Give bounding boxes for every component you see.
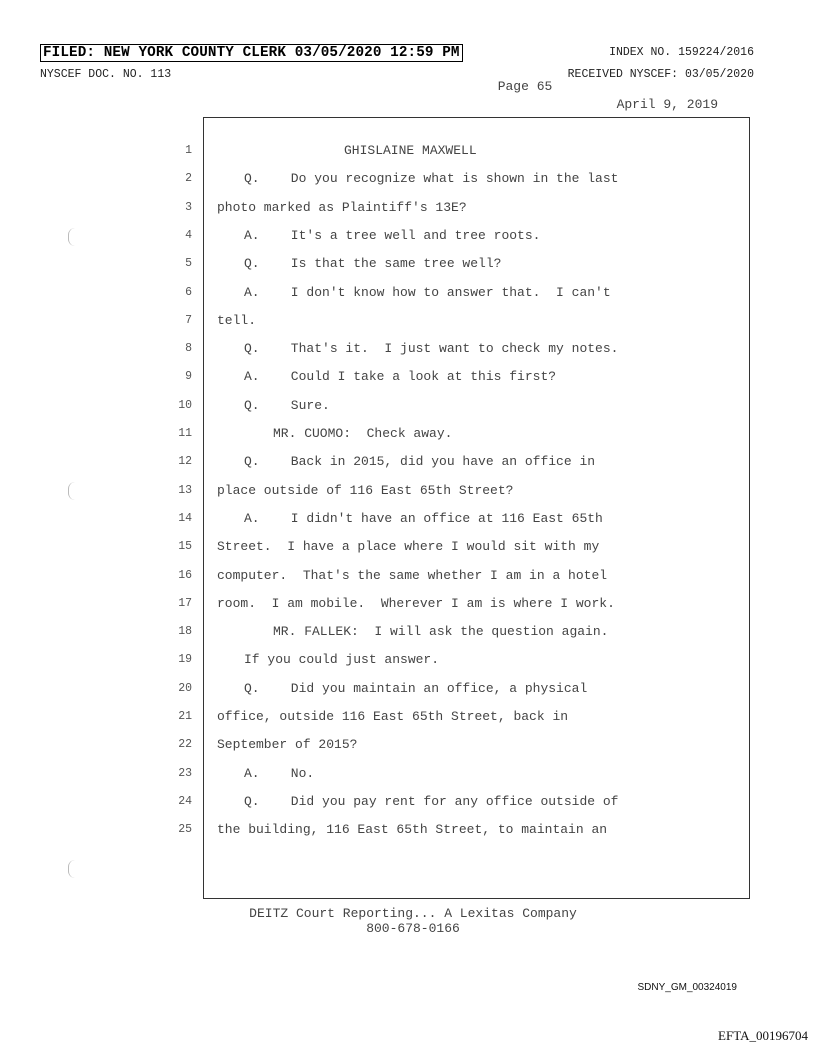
efta-number: EFTA_00196704 (718, 1028, 808, 1043)
index-number: INDEX NO. 159224/2016 (609, 46, 754, 59)
line-number: 15 (178, 540, 192, 554)
transcript-line: tell. (217, 312, 257, 328)
witness-name: GHISLAINE MAXWELL (344, 143, 477, 158)
transcript-line: the building, 116 East 65th Street, to maintain an (217, 822, 608, 838)
line-number: 25 (178, 823, 192, 837)
transcript-line: Q. Do you recognize what is shown in the last (244, 171, 619, 187)
line-number: 18 (178, 625, 192, 639)
line-number: 4 (185, 228, 192, 242)
bates-number: SDNY_GM_00324019 (637, 982, 737, 993)
transcript-line: Q. Back in 2015, did you have an office in (244, 454, 596, 470)
transcript-line: A. Could I take a look at this first? (244, 369, 557, 385)
line-number: 11 (178, 427, 192, 440)
transcript-line: office, outside 116 East 65th Street, back in (217, 709, 569, 724)
received-date: RECEIVED NYSCEF: 03/05/2020 (567, 68, 754, 81)
transcript-line: Q. Did you pay rent for any office outside of (244, 793, 619, 809)
transcript-line: A. No. (244, 765, 315, 781)
punch-mark (68, 228, 75, 246)
punch-mark (68, 482, 75, 500)
line-number: 23 (178, 766, 192, 780)
line-number: 7 (185, 313, 192, 327)
line-number: 12 (178, 455, 192, 469)
line-number: 14 (178, 511, 192, 525)
transcript-line: A. It's a tree well and tree roots. (244, 227, 541, 243)
transcript-line: A. I didn't have an office at 116 East 65th (244, 510, 603, 526)
transcript-line: MR. CUOMO: Check away. (273, 426, 453, 441)
line-number: 19 (178, 653, 192, 667)
transcript-line: Q. That's it. I just want to check my notes. (244, 341, 619, 357)
line-number: 16 (178, 568, 192, 582)
transcript-line: room. I am mobile. Wherever I am is where I work. (217, 595, 615, 611)
line-number: 10 (178, 398, 192, 412)
transcript-line: computer. That's the same whether I am in a hotel (217, 567, 608, 583)
line-number: 21 (178, 710, 192, 723)
punch-mark (68, 860, 75, 878)
footer (0, 906, 816, 936)
transcript-line: If you could just answer. (244, 652, 440, 668)
line-number: 17 (178, 596, 192, 610)
reporting-phone: 800-678-0166 (366, 921, 460, 936)
reporting-company: DEITZ Court Reporting... A Lexitas Company (249, 906, 577, 921)
transcript-line: Street. I have a place where I would sit with my (217, 539, 600, 555)
line-number: 3 (185, 200, 192, 214)
line-number: 9 (185, 370, 192, 384)
deposition-date: April 9, 2019 (616, 97, 718, 112)
line-number: 22 (178, 738, 192, 752)
nyscef-doc-number: NYSCEF DOC. NO. 113 (40, 68, 172, 81)
line-number: 6 (185, 285, 192, 299)
line-number: 8 (185, 342, 192, 356)
transcript-line: September of 2015? (217, 737, 358, 753)
line-number: 24 (178, 794, 192, 808)
line-number: 5 (185, 257, 192, 271)
transcript-line: A. I don't know how to answer that. I can't (244, 284, 611, 300)
line-number: 1 (185, 144, 192, 157)
transcript-line: place outside of 116 East 65th Street? (217, 482, 514, 498)
transcript-line: Q. Is that the same tree well? (244, 256, 502, 272)
line-number: 13 (178, 483, 192, 497)
transcript-line: photo marked as Plaintiff's 13E? (217, 199, 467, 215)
filed-stamp: FILED: NEW YORK COUNTY CLERK 03/05/2020 12:59 PM (40, 44, 463, 62)
transcript-line: Q. Did you maintain an office, a physical (244, 680, 588, 696)
transcript-line: MR. FALLEK: I will ask the question again. (273, 624, 609, 640)
line-number: 2 (185, 172, 192, 186)
page-number: Page 65 (497, 79, 553, 94)
line-number: 20 (178, 681, 192, 695)
transcript-line: Q. Sure. (244, 397, 330, 413)
